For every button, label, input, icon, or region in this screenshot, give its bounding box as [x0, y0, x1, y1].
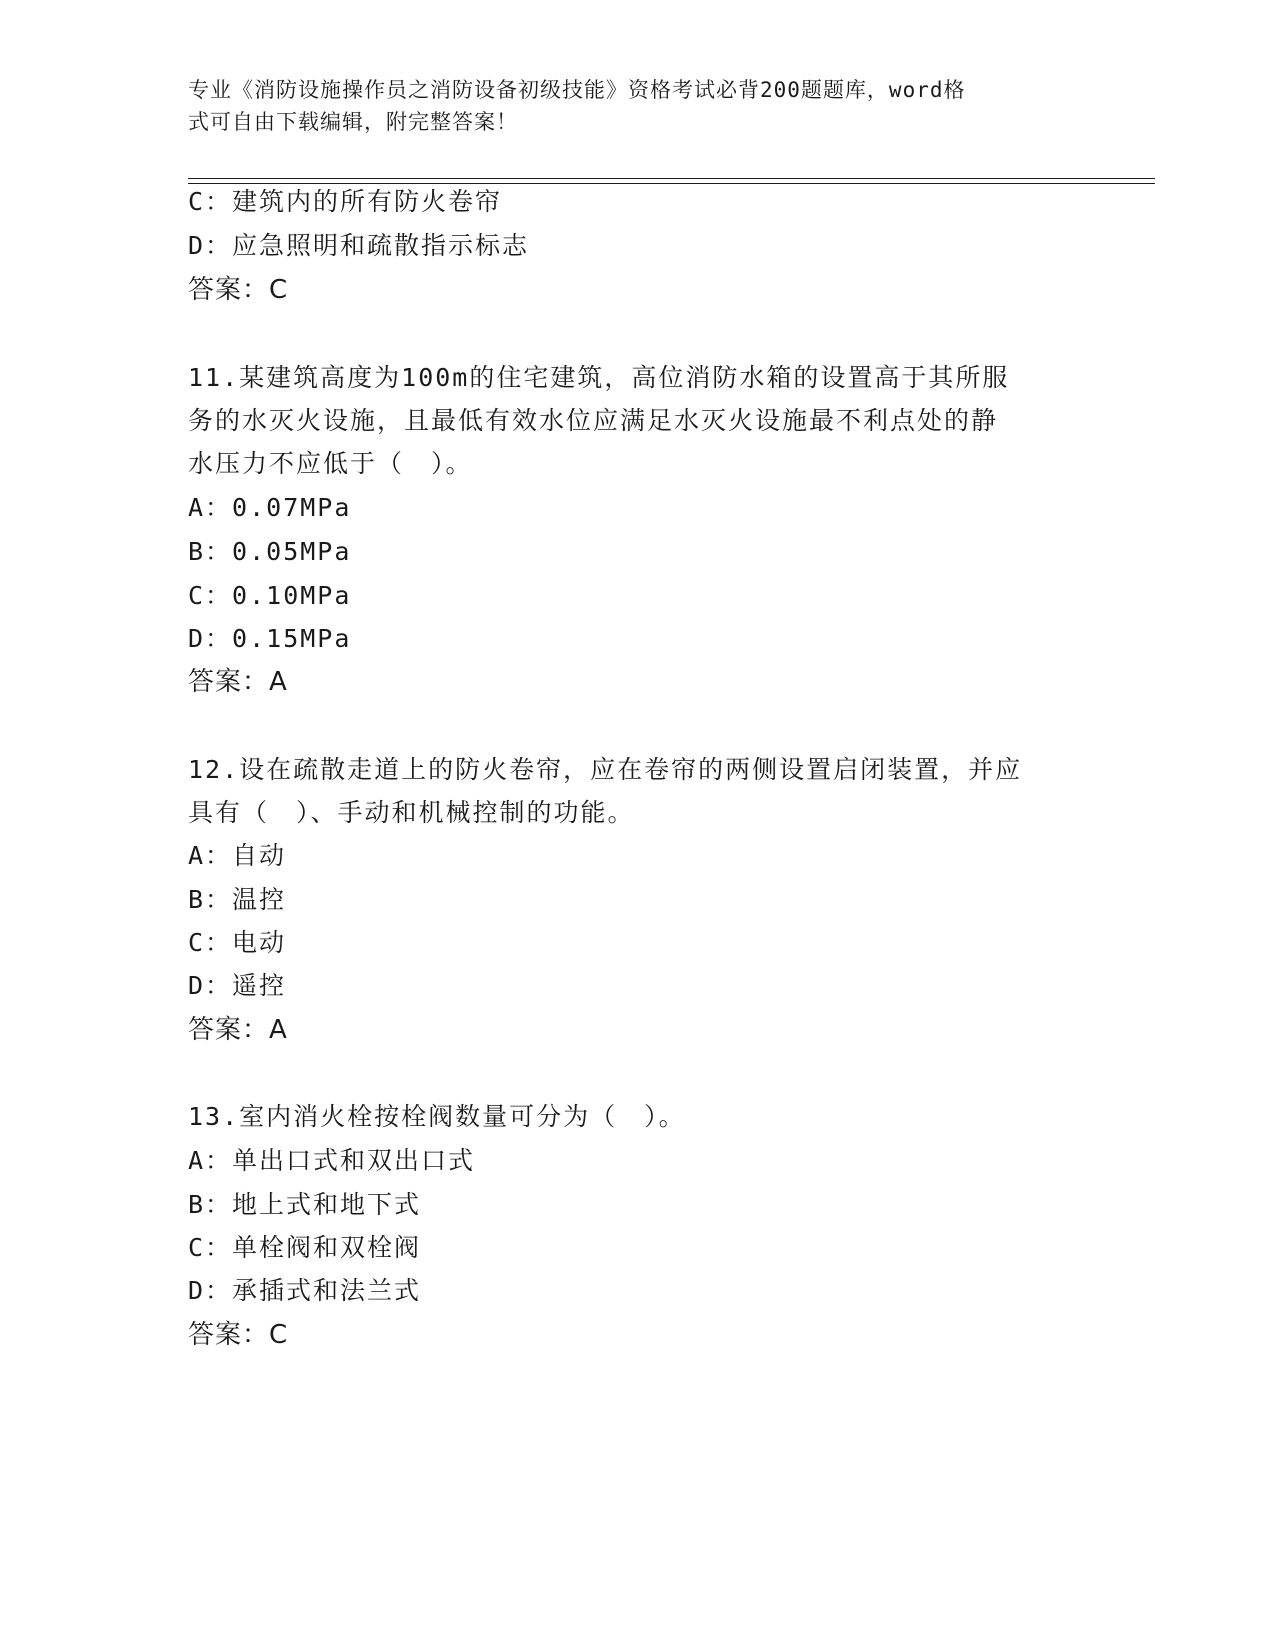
- q11-option-d: D：0.15MPa: [188, 624, 352, 653]
- q13-stem-line-1: 13.室内消火栓按栓阀数量可分为（ ）。: [188, 1102, 686, 1131]
- q12-option-c: C：电动: [188, 928, 287, 957]
- q12-option-b: B：温控: [188, 885, 287, 914]
- q11-option-c: C：0.10MPa: [188, 581, 352, 610]
- q12-stem-line-1: 12.设在疏散走道上的防火卷帘，应在卷帘的两侧设置启闭装置，并应: [188, 755, 1023, 784]
- q13-answer: 答案：C: [188, 1320, 289, 1350]
- document-header: [188, 74, 1088, 138]
- q12-option-a: A：自动: [188, 841, 287, 870]
- q11-stem-line-1: 11.某建筑高度为100m的住宅建筑，高位消防水箱的设置高于其所服: [188, 363, 1010, 392]
- q13-option-a: A：单出口式和双出口式: [188, 1146, 476, 1175]
- q11-stem-line-2: 务的水灭火设施，且最低有效水位应满足水灭火设施最不利点处的静: [188, 406, 999, 435]
- header-divider-bottom: [188, 183, 1155, 184]
- header-line-2: 式可自由下载编辑，附完整答案！: [188, 110, 518, 134]
- q13-option-b: B：地上式和地下式: [188, 1190, 422, 1219]
- q11-option-b: B：0.05MPa: [188, 537, 352, 566]
- q13-option-d: D：承插式和法兰式: [188, 1276, 422, 1305]
- q11-stem-line-3: 水压力不应低于（ ）。: [188, 449, 473, 478]
- q11-option-a: A：0.07MPa: [188, 493, 352, 522]
- prev-answer: 答案：C: [188, 275, 289, 305]
- q12-answer: 答案：A: [188, 1015, 288, 1045]
- prev-option-d: D：应急照明和疏散指示标志: [188, 231, 530, 260]
- q12-option-d: D：遥控: [188, 971, 287, 1000]
- q12-stem-line-2: 具有（ ）、手动和机械控制的功能。: [188, 798, 635, 827]
- header-divider-top: [188, 178, 1155, 179]
- q13-option-c: C：单栓阀和双栓阀: [188, 1233, 422, 1262]
- header-line-1: 专业《消防设施操作员之消防设备初级技能》资格考试必背200题题库，word格: [188, 78, 966, 102]
- q11-answer: 答案：A: [188, 667, 288, 697]
- prev-option-c: C：建筑内的所有防火卷帘: [188, 187, 503, 216]
